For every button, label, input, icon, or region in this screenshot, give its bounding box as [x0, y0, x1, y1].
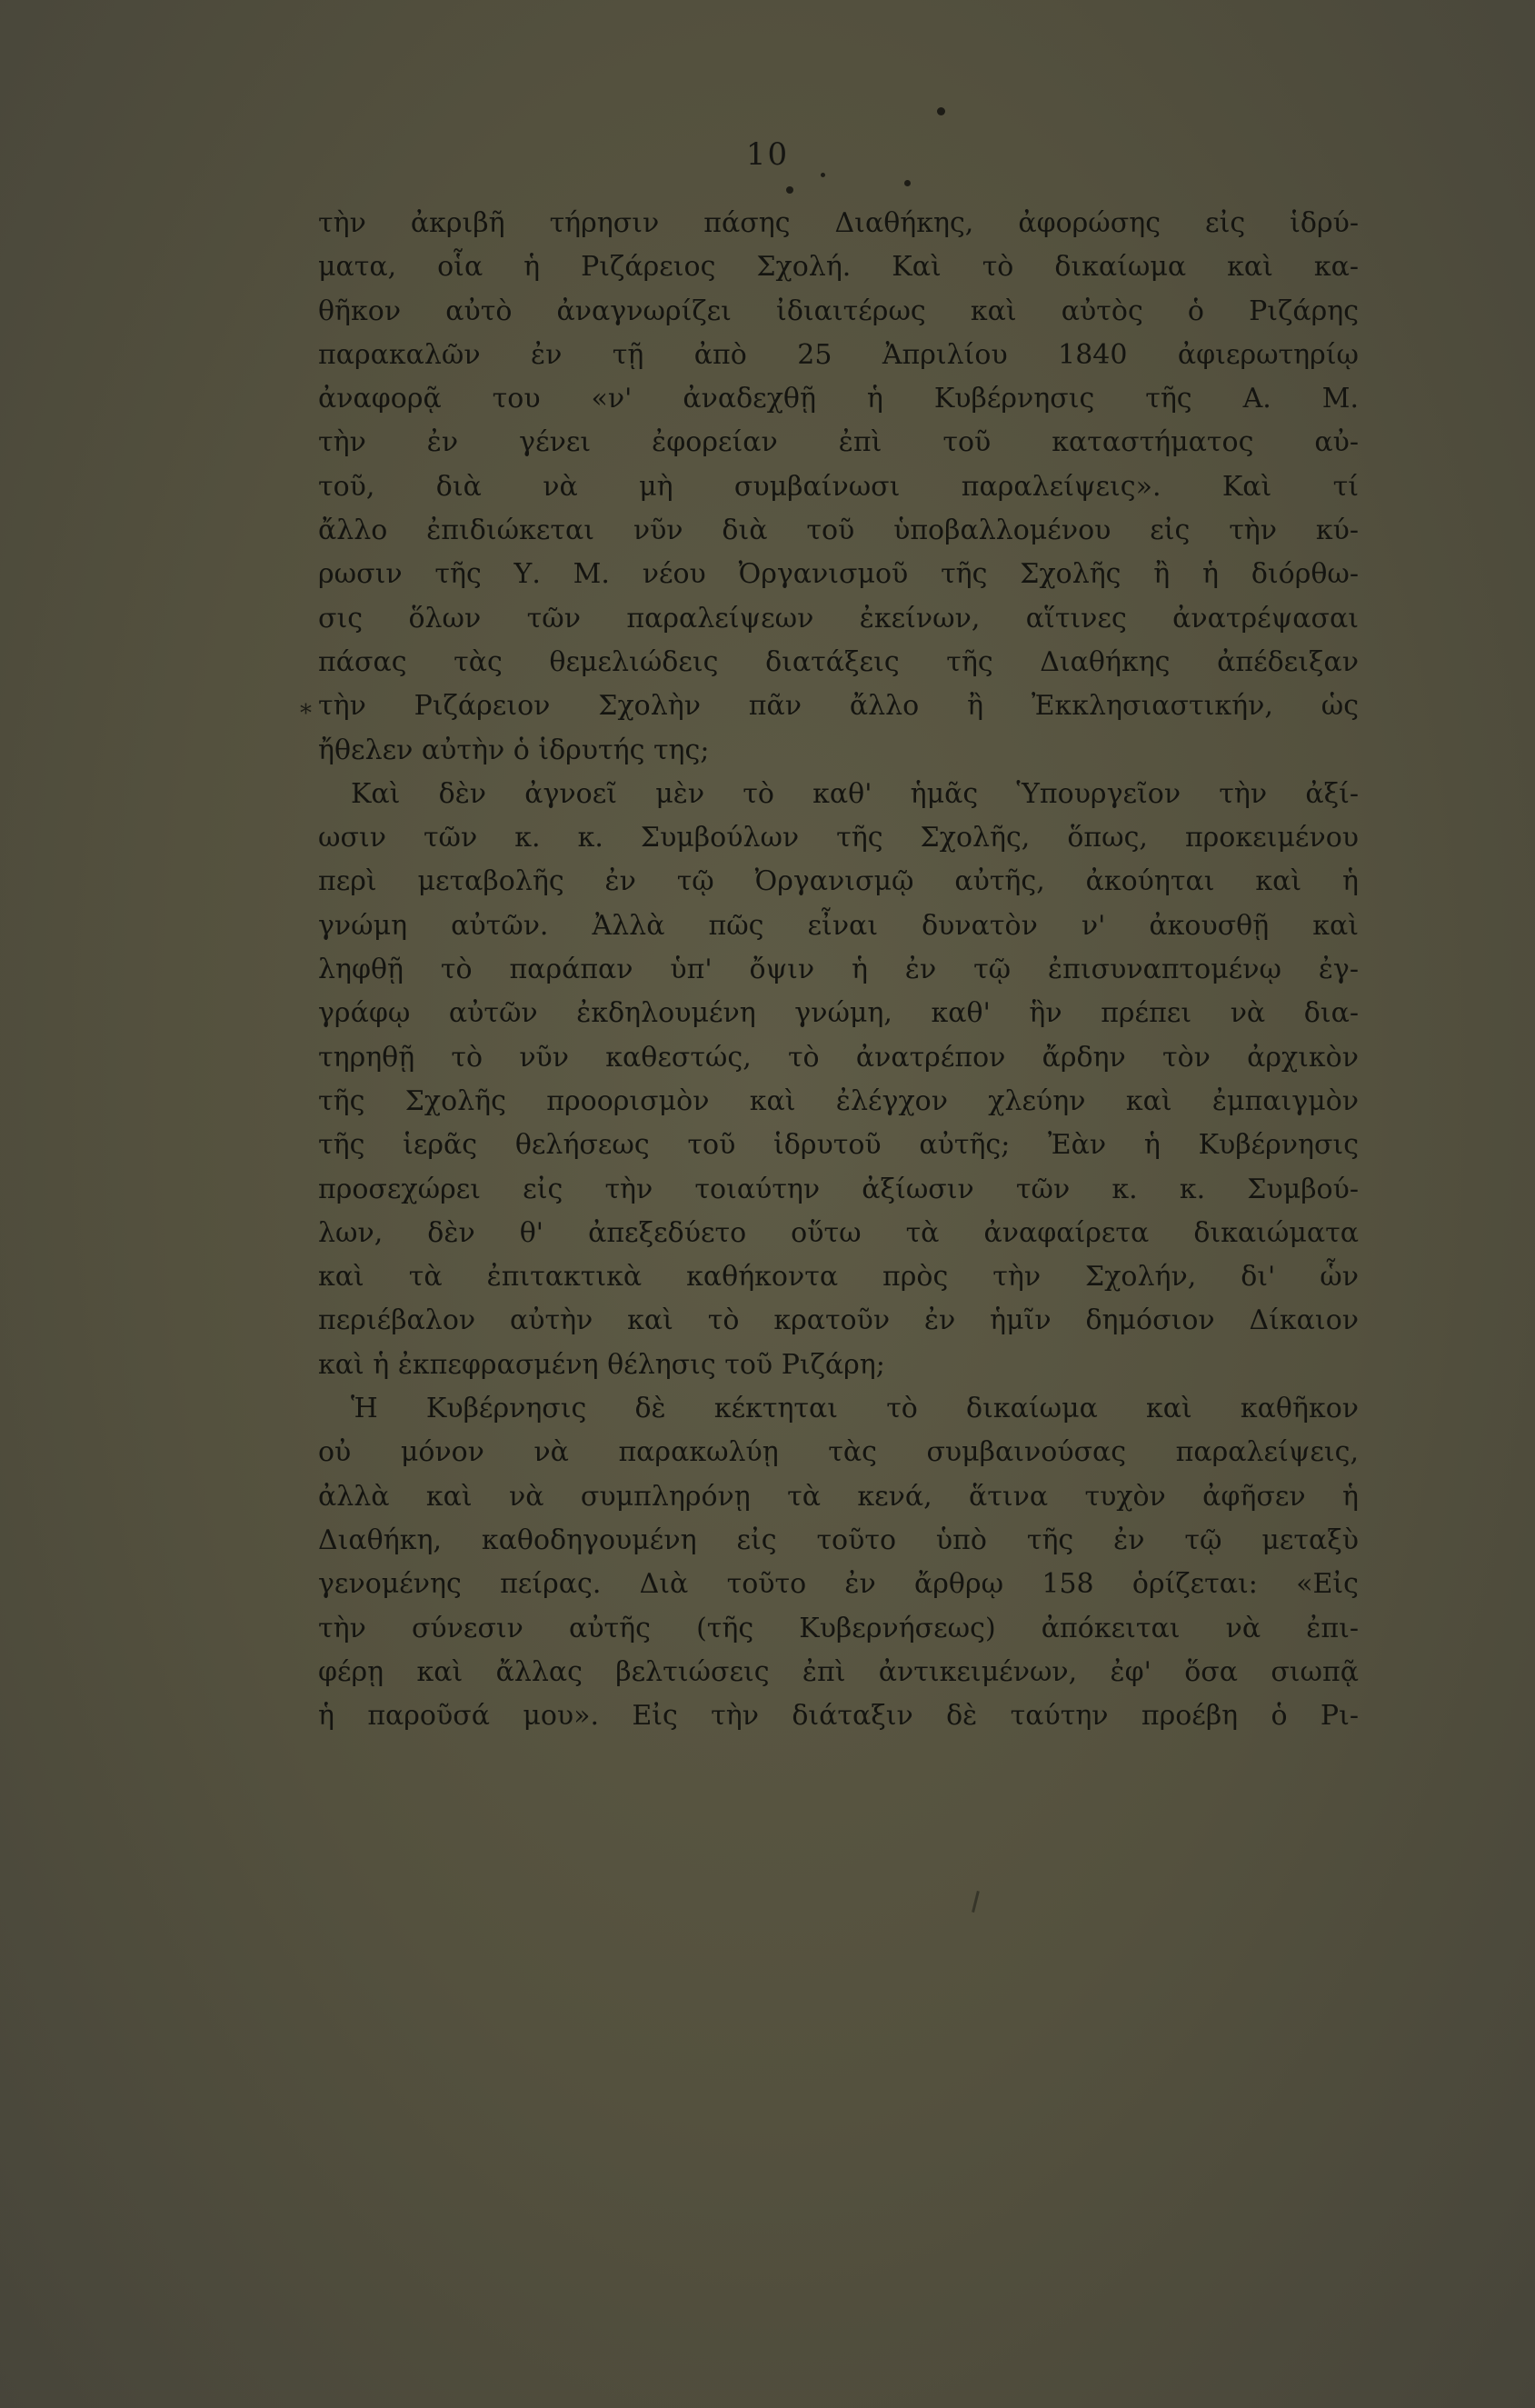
ink-speck	[937, 107, 945, 115]
paragraph-3	[318, 1387, 1359, 1738]
text-line: ρωσιν τῆς Υ. Μ. νέου Ὀργανισμοῦ τῆς Σχολῆς ἢ ἡ διόρθω-	[318, 558, 1359, 591]
text-line: προσεχώρει εἰς τὴν τοιαύτην ἀξίωσιν τῶν κ. κ. Συμβού-	[318, 1173, 1359, 1205]
text-line: περιέβαλον αὐτὴν καὶ τὸ κρατοῦν ἐν ἡμῖν δημόσιον Δίκαιον	[318, 1304, 1359, 1337]
text-line: ἀλλὰ καὶ νὰ συμπληρόνῃ τὰ κενά, ἅτινα τυχὸν ἀφῆσεν ἡ	[318, 1480, 1359, 1513]
text-line: καὶ ἡ ἐκπεφρασμένη θέλησις τοῦ Ριζάρη;	[318, 1348, 885, 1381]
text-line: θῆκον αὐτὸ ἀναγνωρίζει ἰδιαιτέρως καὶ αὐτὸς ὁ Ριζάρης	[318, 295, 1359, 327]
text-line: ληφθῇ τὸ παράπαν ὑπ' ὄψιν ἡ ἐν τῷ ἐπισυναπτομένῳ ἐγ-	[318, 954, 1359, 986]
text-line: ἡ παροῦσά μου». Εἰς τὴν διάταξιν δὲ ταύτην προέβη ὁ Ρι-	[318, 1700, 1359, 1733]
text-line: ἄλλο ἐπιδιώκεται νῦν διὰ τοῦ ὑποβαλλομένου εἰς τὴν κύ-	[318, 515, 1359, 547]
text-line: τοῦ, διὰ νὰ μὴ συμβαίνωσι παραλείψεις». Καὶ τί	[318, 470, 1359, 503]
text-line: ἀναφορᾷ του «ν' ἀναδεχθῇ ἡ Κυβέρνησις τῆς Α. Μ.	[318, 383, 1359, 415]
text-line: γράφῳ αὐτῶν ἐκδηλουμένη γνώμη, καθ' ἣν πρέπει νὰ δια-	[318, 997, 1359, 1030]
text-line: οὐ μόνον νὰ παρακωλύῃ τὰς συμβαινούσας παραλείψεις,	[318, 1436, 1359, 1469]
text-line: τὴν Ριζάρειον Σχολὴν πᾶν ἄλλο ἢ Ἐκκλησιαστικήν, ὡς	[318, 690, 1359, 723]
ink-speck	[904, 180, 911, 186]
text-line: τὴν σύνεσιν αὐτῆς (τῆς Κυβερνήσεως) ἀπόκειται νὰ ἐπι-	[318, 1612, 1359, 1644]
paragraph-1	[318, 202, 1359, 773]
text-line: Ἡ Κυβέρνησις δὲ κέκτηται τὸ δικαίωμα καὶ καθῆκον	[351, 1393, 1359, 1425]
text-line: λων, δὲν θ' ἀπεξεδύετο οὕτω τὰ ἀναφαίρετα δικαιώματα	[318, 1216, 1359, 1249]
text-line: σις ὅλων τῶν παραλείψεων ἐκείνων, αἵτινες ἀνατρέψασαι	[318, 602, 1359, 634]
text-line: πάσας τὰς θεμελιώδεις διατάξεις τῆς Διαθήκης ἀπέδειξαν	[318, 645, 1359, 678]
text-line: τὴν ἀκριβῆ τήρησιν πάσης Διαθήκης, ἀφορώσης εἰς ἱδρύ-	[318, 207, 1359, 239]
text-line: τὴν ἐν γένει ἐφορείαν ἐπὶ τοῦ καταστήματος αὐ-	[318, 426, 1359, 459]
text-line: τῆς ἱερᾶς θελήσεως τοῦ ἱδρυτοῦ αὐτῆς; Ἐὰν ἡ Κυβέρνησις	[318, 1129, 1359, 1162]
text-line: καὶ τὰ ἐπιτακτικὰ καθήκοντα πρὸς τὴν Σχολήν, δι' ὧν	[318, 1261, 1359, 1294]
margin-asterisk: *	[300, 700, 312, 727]
text-line: παρακαλῶν ἐν τῇ ἀπὸ 25 Ἀπριλίου 1840 ἀφιερωτηρίῳ	[318, 338, 1359, 371]
text-line: ματα, οἷα ἡ Ριζάρειος Σχολή. Καὶ τὸ δικαίωμα καὶ κα-	[318, 251, 1359, 284]
text-line: γενομένης πείρας. Διὰ τοῦτο ἐν ἄρθρῳ 158 ὁρίζεται: «Εἰς	[318, 1568, 1359, 1601]
text-line: περὶ μεταβολῆς ἐν τῷ Ὀργανισμῷ αὐτῆς, ἀκούηται καὶ ἡ	[318, 865, 1359, 898]
text-line: τῆς Σχολῆς προορισμὸν καὶ ἐλέγχον χλεύην καὶ ἐμπαιγμὸν	[318, 1084, 1359, 1117]
paragraph-2	[318, 773, 1359, 1387]
text-line: ωσιν τῶν κ. κ. Συμβούλων τῆς Σχολῆς, ὅπως, προκειμένου	[318, 822, 1359, 854]
page-number: 10	[745, 136, 790, 173]
text-line: ἤθελεν αὐτὴν ὁ ἱδρυτής της;	[318, 734, 710, 766]
pencil-mark	[972, 1891, 980, 1913]
ink-speck	[821, 173, 825, 177]
text-line: Διαθήκη, καθοδηγουμένη εἰς τοῦτο ὑπὸ τῆς ἐν τῷ μεταξὺ	[318, 1524, 1359, 1556]
ink-speck	[786, 186, 793, 194]
text-line: γνώμη αὐτῶν. Ἀλλὰ πῶς εἶναι δυνατὸν ν' ἀκουσθῇ καὶ	[318, 909, 1359, 942]
text-line: Καὶ δὲν ἀγνοεῖ μὲν τὸ καθ' ἡμᾶς Ὑπουργεῖον τὴν ἀξί-	[351, 777, 1359, 810]
body-text	[318, 202, 1359, 1738]
text-line: τηρηθῇ τὸ νῦν καθεστώς, τὸ ἀνατρέπον ἄρδην τὸν ἀρχικὸν	[318, 1041, 1359, 1074]
text-line: φέρῃ καὶ ἄλλας βελτιώσεις ἐπὶ ἀντικειμένων, ἐφ' ὅσα σιωπᾷ	[318, 1655, 1359, 1688]
